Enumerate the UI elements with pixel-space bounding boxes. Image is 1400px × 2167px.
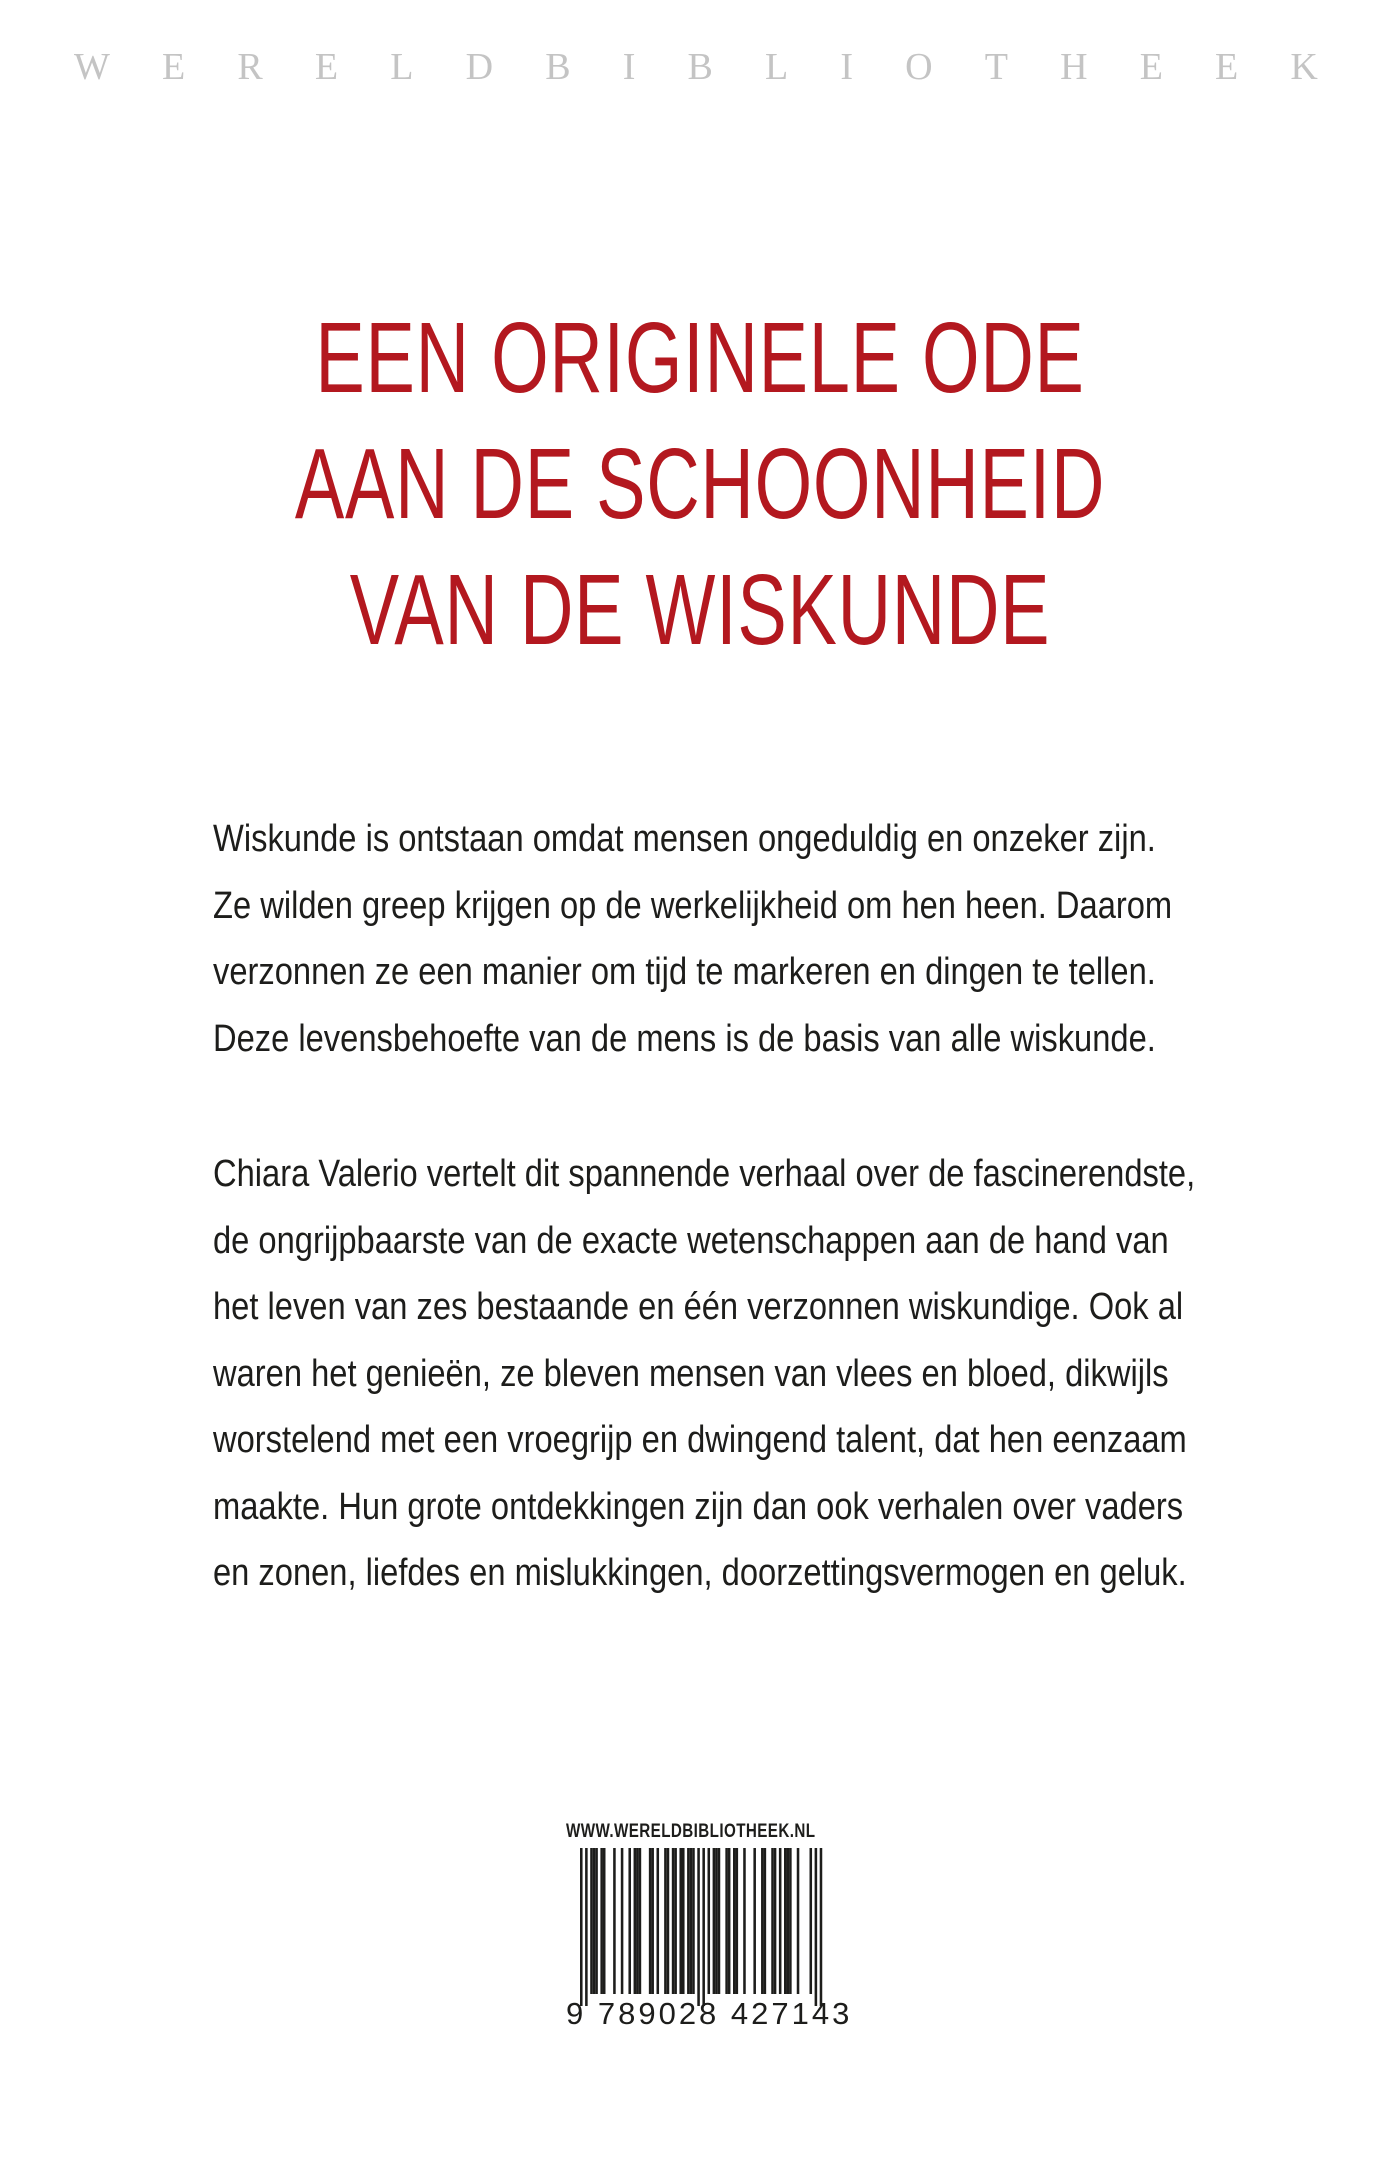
barcode-bar	[761, 1848, 764, 1994]
barcode-bar	[590, 1848, 593, 1994]
headline-line-2: AAN DE SCHOONHEID	[294, 428, 1106, 540]
barcode-bar	[634, 1848, 637, 1994]
publisher-name	[0, 42, 1400, 92]
barcode-bar	[810, 1848, 813, 1994]
blurb-line: Deze levensbehoefte van de mens is de basis van alle wiskunde.	[213, 1017, 1156, 1060]
publisher-letter: B	[545, 46, 571, 88]
publisher-wordmark	[74, 42, 1318, 92]
barcode-bar	[649, 1848, 652, 1994]
publisher-letter: B	[687, 46, 713, 88]
barcode-bar	[628, 1848, 631, 1994]
barcode-bar	[600, 1848, 603, 1994]
blurb-line: verzonnen ze een manier om tijd te markeren en dingen te tellen.	[213, 951, 1156, 993]
blurb-line: worstelend met een vroegrijp en dwingend talent, dat hen eenzaam	[213, 1419, 1187, 1461]
barcode-bar	[674, 1848, 677, 1994]
publisher-letter: I	[840, 46, 853, 88]
barcode-bar	[784, 1848, 787, 1994]
publisher-letter: L	[390, 46, 414, 88]
barcode-bar	[585, 1848, 588, 2006]
barcode-block	[566, 1820, 840, 2006]
barcode-bar	[603, 1848, 606, 1994]
blurb-line: Wiskunde is ontstaan omdat mensen ongeduldig en onzeker zijn.	[213, 818, 1156, 860]
barcode-bar	[667, 1848, 670, 1994]
publisher-letter: R	[237, 46, 263, 88]
barcode-bar	[797, 1848, 800, 1994]
barcode-bar	[657, 1848, 660, 1994]
publisher-letter: L	[764, 46, 789, 88]
barcode-bar	[753, 1848, 756, 1994]
barcode-bar	[687, 1848, 690, 1994]
publisher-letter: W	[74, 46, 110, 88]
barcode-bar	[820, 1848, 823, 2006]
headline-line-1: EEN ORIGINELE ODE	[315, 302, 1085, 414]
barcode-bar	[764, 1848, 767, 1994]
barcode-bar	[672, 1848, 675, 1994]
barcode-bar	[679, 1848, 682, 1994]
publisher-letter: T	[984, 46, 1008, 88]
barcode-bar	[639, 1848, 642, 1994]
barcode-bar	[664, 1848, 667, 1994]
publisher-letter: E	[314, 46, 339, 88]
barcode-bar	[697, 1848, 700, 2006]
blurb-line: de ongrijpbaarste van de exacte wetenschappen aan de hand van	[213, 1219, 1169, 1262]
barcode-bar	[815, 1848, 818, 2006]
barcode-bar	[690, 1848, 693, 1994]
barcode-icon	[566, 1848, 840, 2006]
barcode-bar	[621, 1848, 624, 1994]
barcode-bar	[593, 1848, 596, 1994]
barcode-bar	[718, 1848, 721, 1994]
barcode-bar	[743, 1848, 746, 1994]
blurb-line: waren het genieën, ze bleven mensen van vlees en bloed, dikwijls	[213, 1352, 1169, 1395]
publisher-letter: O	[905, 46, 933, 88]
publisher-letter: E	[162, 46, 186, 88]
blurb-line: Chiara Valerio vertelt dit spannende verhaal over de fascinerendste,	[213, 1153, 1196, 1195]
publisher-letter: D	[465, 46, 494, 88]
blurb-line: maakte. Hun grote ontdekkingen zijn dan ook verhalen over vaders	[213, 1485, 1184, 1528]
headline	[0, 295, 1400, 673]
blurb-line: en zonen, liefdes en mislukkingen, doorzettingsvermogen en geluk.	[213, 1552, 1187, 1594]
barcode-bar	[708, 1848, 711, 1994]
barcode-bar	[774, 1848, 777, 1994]
publisher-letter: H	[1060, 46, 1088, 88]
barcode-bar	[692, 1848, 695, 1994]
publisher-letter: E	[1139, 46, 1163, 88]
isbn-number: 9 789028 427143	[566, 1996, 853, 2031]
barcode-bar	[651, 1848, 654, 1994]
publisher-letter: K	[1290, 46, 1318, 88]
barcode-bar	[728, 1848, 731, 1994]
barcode-bar	[713, 1848, 716, 1994]
barcode-bar	[636, 1848, 639, 1994]
barcode-bar	[736, 1848, 739, 1994]
barcode-bar	[733, 1848, 736, 1994]
barcode-bar	[613, 1848, 616, 1994]
blurb-paragraph-1	[213, 806, 1173, 1072]
publisher-url: WWW.WERELDBIBLIOTHEEK.NL	[566, 1821, 816, 1842]
barcode-bar	[715, 1848, 718, 1994]
publisher-letter: E	[1215, 46, 1239, 88]
barcode-bar	[789, 1848, 792, 1994]
barcode-bar	[779, 1848, 782, 1994]
barcode-bar	[702, 1848, 705, 2006]
barcode-bar	[595, 1848, 598, 1994]
barcode-bar	[725, 1848, 728, 1994]
headline-line-3: VAN DE WISKUNDE	[349, 554, 1051, 666]
blurb-paragraph-2	[213, 1141, 1196, 1607]
publisher-letter: I	[622, 46, 636, 88]
barcode-bar	[580, 1848, 583, 2006]
barcode-bar	[682, 1848, 685, 1994]
blurb-line: het leven van zes bestaande en één verzonnen wiskundige. Ook al	[213, 1286, 1184, 1328]
barcode-bar	[771, 1848, 774, 1994]
blurb-line: Ze wilden greep krijgen op de werkelijkheid om hen heen. Daarom	[213, 884, 1173, 927]
barcode-bar	[787, 1848, 790, 1994]
